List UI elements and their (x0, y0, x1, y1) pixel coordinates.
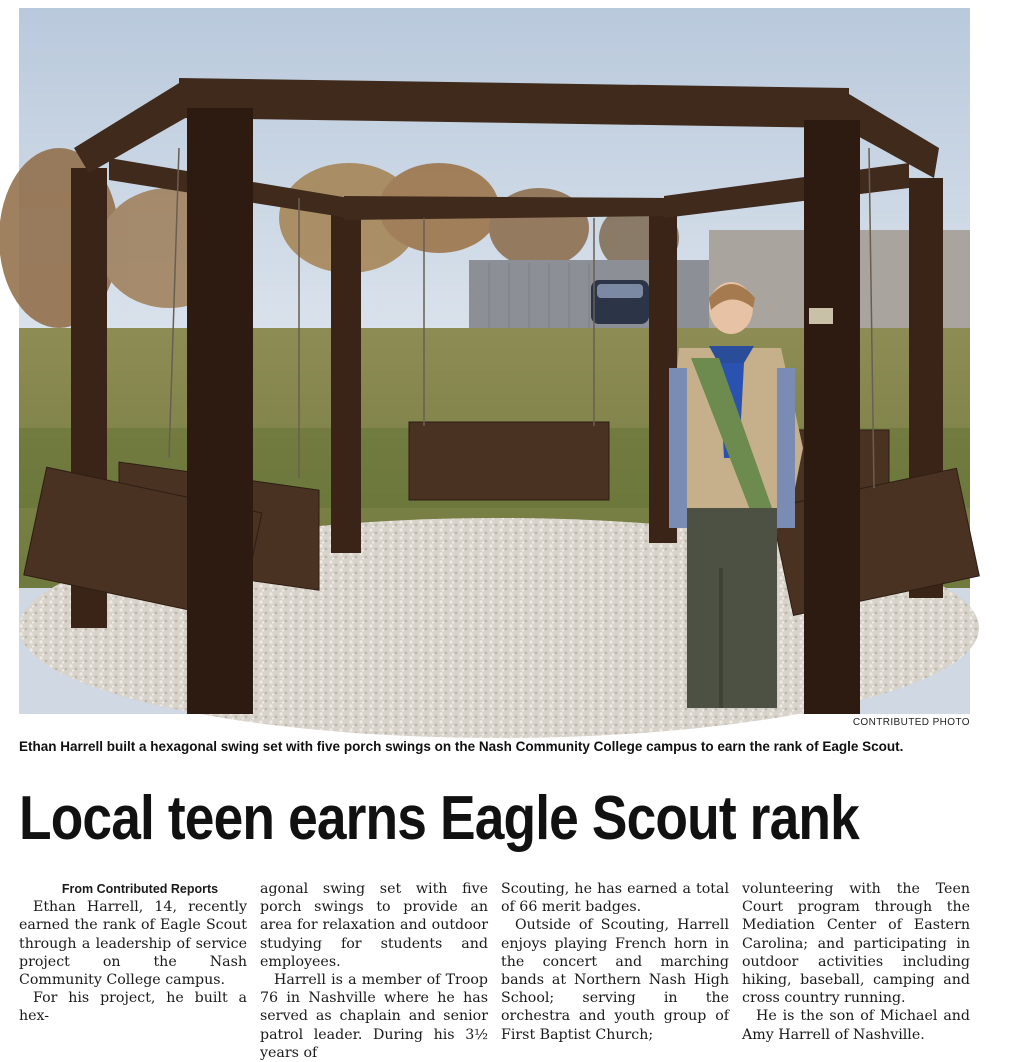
article-column-1 (19, 880, 247, 1062)
news-photo (19, 8, 970, 714)
paragraph: Harrell is a member of Troop 76 in Nashville where he has served as chaplain and senior patrol leader. During his 3½ years of (260, 972, 488, 1061)
paragraph: He is the son of Michael and Amy Harrell of Nashville. (742, 1008, 970, 1043)
paragraph: volunteering with the Teen Court program through the Mediation Center of Eastern Carolina; and participating in outdoor activities including hiking, baseball, camping and cross country running. (742, 881, 970, 1007)
paragraph: Outside of Scouting, Harrell enjoys playing French horn in the concert and marching bands at Northern Nash High School; serving in the orchestra and youth group of First Baptist Church; (501, 917, 729, 1043)
article-body (19, 880, 971, 1061)
headline: Local teen earns Eagle Scout rank (19, 784, 859, 853)
paragraph: Scouting, he has earned a total of 66 merit badges. (501, 881, 729, 916)
paragraph: For his project, he built a hex- (19, 990, 247, 1025)
paragraph: agonal swing set with five porch swings to provide an area for relaxation and outdoor studying for students and employees. (260, 881, 488, 970)
photo-caption: Ethan Harrell built a hexagonal swing set with five porch swings on the Nash Community College campus to earn the rank of Eagle Scout. (19, 739, 904, 754)
photo-credit: CONTRIBUTED PHOTO (852, 717, 970, 728)
paragraph: Ethan Harrell, 14, recently earned the rank of Eagle Scout through a leadership of service project on the Nash Community College campus. (19, 899, 247, 989)
article-column-2 (260, 880, 488, 1062)
article-column-3 (501, 880, 729, 1062)
byline: From Contributed Reports (61, 882, 219, 896)
article-column-4 (742, 880, 970, 1062)
